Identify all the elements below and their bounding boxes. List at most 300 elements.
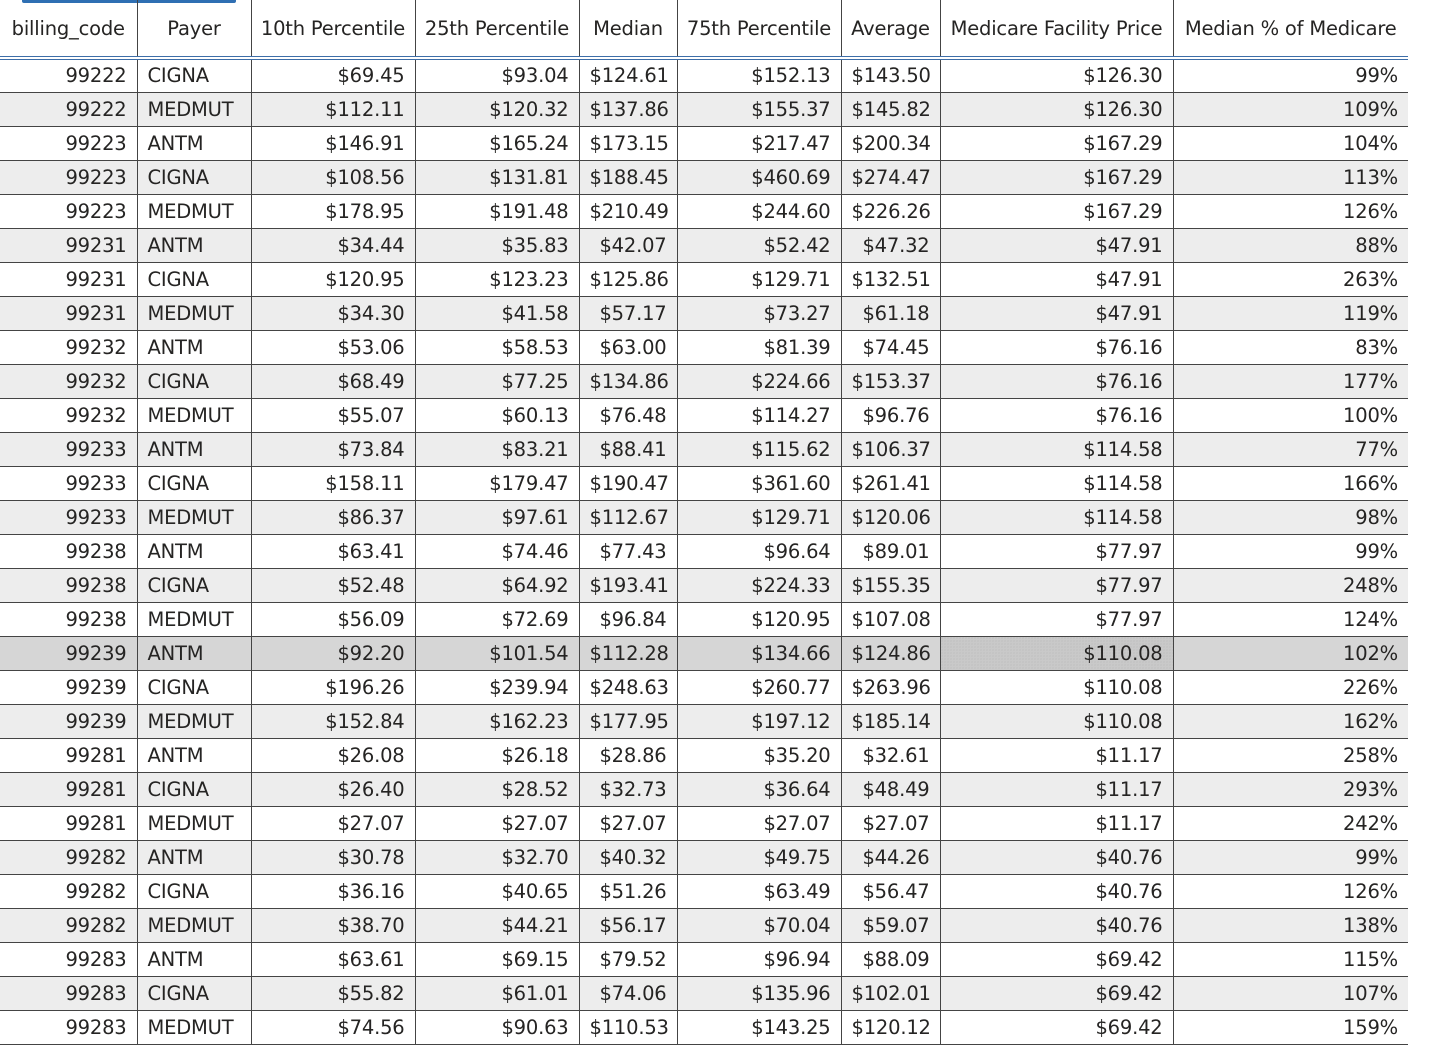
cell-10th-percentile[interactable]: $34.44 — [251, 228, 415, 262]
cell-75th-percentile[interactable]: $361.60 — [677, 466, 841, 500]
cell-median-pct-of-medicare[interactable]: 77% — [1173, 432, 1408, 466]
cell-median[interactable]: $51.26 — [579, 874, 677, 908]
cell-10th-percentile[interactable]: $55.82 — [251, 976, 415, 1010]
cell-75th-percentile[interactable]: $120.95 — [677, 602, 841, 636]
cell-median-pct-of-medicare[interactable]: 113% — [1173, 160, 1408, 194]
cell-payer[interactable]: ANTM — [137, 738, 251, 772]
column-header-25th-percentile[interactable]: 25th Percentile — [415, 0, 579, 58]
cell-25th-percentile[interactable]: $239.94 — [415, 670, 579, 704]
cell-median-pct-of-medicare[interactable]: 102% — [1173, 636, 1408, 670]
table-row[interactable] — [0, 296, 1408, 330]
cell-billing-code[interactable]: 99238 — [0, 534, 137, 568]
cell-billing-code[interactable]: 99231 — [0, 296, 137, 330]
cell-25th-percentile[interactable]: $35.83 — [415, 228, 579, 262]
cell-billing-code[interactable]: 99223 — [0, 194, 137, 228]
cell-payer[interactable]: CIGNA — [137, 466, 251, 500]
cell-75th-percentile[interactable]: $73.27 — [677, 296, 841, 330]
cell-payer[interactable]: ANTM — [137, 534, 251, 568]
cell-25th-percentile[interactable]: $83.21 — [415, 432, 579, 466]
cell-billing-code[interactable]: 99283 — [0, 1010, 137, 1044]
cell-average[interactable]: $153.37 — [841, 364, 940, 398]
cell-75th-percentile[interactable]: $70.04 — [677, 908, 841, 942]
cell-medicare-facility-price[interactable]: $126.30 — [940, 58, 1173, 92]
cell-10th-percentile[interactable]: $146.91 — [251, 126, 415, 160]
cell-median[interactable]: $125.86 — [579, 262, 677, 296]
cell-medicare-facility-price[interactable]: $40.76 — [940, 874, 1173, 908]
cell-median-pct-of-medicare[interactable]: 226% — [1173, 670, 1408, 704]
cell-billing-code[interactable]: 99233 — [0, 466, 137, 500]
cell-25th-percentile[interactable]: $26.18 — [415, 738, 579, 772]
cell-medicare-facility-price[interactable]: $69.42 — [940, 976, 1173, 1010]
cell-medicare-facility-price[interactable]: $47.91 — [940, 228, 1173, 262]
cell-average[interactable]: $185.14 — [841, 704, 940, 738]
cell-median[interactable]: $79.52 — [579, 942, 677, 976]
cell-payer[interactable]: MEDMUT — [137, 398, 251, 432]
cell-10th-percentile[interactable]: $55.07 — [251, 398, 415, 432]
cell-billing-code[interactable]: 99223 — [0, 160, 137, 194]
cell-10th-percentile[interactable]: $158.11 — [251, 466, 415, 500]
cell-median-pct-of-medicare[interactable]: 119% — [1173, 296, 1408, 330]
cell-medicare-facility-price[interactable]: $40.76 — [940, 908, 1173, 942]
cell-25th-percentile[interactable]: $179.47 — [415, 466, 579, 500]
cell-25th-percentile[interactable]: $120.32 — [415, 92, 579, 126]
cell-10th-percentile[interactable]: $38.70 — [251, 908, 415, 942]
table-row[interactable] — [0, 568, 1408, 602]
cell-10th-percentile[interactable]: $53.06 — [251, 330, 415, 364]
cell-median-pct-of-medicare[interactable]: 107% — [1173, 976, 1408, 1010]
cell-75th-percentile[interactable]: $63.49 — [677, 874, 841, 908]
cell-billing-code[interactable]: 99231 — [0, 262, 137, 296]
cell-median-pct-of-medicare[interactable]: 138% — [1173, 908, 1408, 942]
cell-10th-percentile[interactable]: $27.07 — [251, 806, 415, 840]
cell-median[interactable]: $248.63 — [579, 670, 677, 704]
cell-average[interactable]: $107.08 — [841, 602, 940, 636]
cell-median[interactable]: $124.61 — [579, 58, 677, 92]
cell-average[interactable]: $274.47 — [841, 160, 940, 194]
cell-median-pct-of-medicare[interactable]: 100% — [1173, 398, 1408, 432]
column-header-average[interactable]: Average — [841, 0, 940, 58]
cell-median[interactable]: $188.45 — [579, 160, 677, 194]
cell-75th-percentile[interactable]: $129.71 — [677, 262, 841, 296]
table-row[interactable] — [0, 1010, 1408, 1044]
cell-median-pct-of-medicare[interactable]: 166% — [1173, 466, 1408, 500]
table-row[interactable] — [0, 602, 1408, 636]
cell-billing-code[interactable]: 99232 — [0, 398, 137, 432]
cell-billing-code[interactable]: 99282 — [0, 840, 137, 874]
cell-average[interactable]: $27.07 — [841, 806, 940, 840]
cell-medicare-facility-price[interactable]: $47.91 — [940, 296, 1173, 330]
table-row[interactable] — [0, 432, 1408, 466]
cell-75th-percentile[interactable]: $81.39 — [677, 330, 841, 364]
cell-average[interactable]: $145.82 — [841, 92, 940, 126]
cell-75th-percentile[interactable]: $129.71 — [677, 500, 841, 534]
cell-payer[interactable]: ANTM — [137, 942, 251, 976]
cell-payer[interactable]: MEDMUT — [137, 194, 251, 228]
cell-medicare-facility-price[interactable]: $110.08 — [940, 636, 1173, 670]
cell-billing-code[interactable]: 99239 — [0, 670, 137, 704]
cell-10th-percentile[interactable]: $196.26 — [251, 670, 415, 704]
cell-median[interactable]: $190.47 — [579, 466, 677, 500]
cell-10th-percentile[interactable]: $63.41 — [251, 534, 415, 568]
cell-25th-percentile[interactable]: $32.70 — [415, 840, 579, 874]
cell-25th-percentile[interactable]: $101.54 — [415, 636, 579, 670]
cell-10th-percentile[interactable]: $63.61 — [251, 942, 415, 976]
cell-billing-code[interactable]: 99283 — [0, 976, 137, 1010]
table-row[interactable] — [0, 976, 1408, 1010]
column-header-10th-percentile[interactable]: 10th Percentile — [251, 0, 415, 58]
cell-10th-percentile[interactable]: $69.45 — [251, 58, 415, 92]
cell-10th-percentile[interactable]: $86.37 — [251, 500, 415, 534]
cell-75th-percentile[interactable]: $152.13 — [677, 58, 841, 92]
cell-median[interactable]: $193.41 — [579, 568, 677, 602]
cell-10th-percentile[interactable]: $26.08 — [251, 738, 415, 772]
cell-payer[interactable]: CIGNA — [137, 976, 251, 1010]
cell-payer[interactable]: MEDMUT — [137, 296, 251, 330]
table-row[interactable] — [0, 772, 1408, 806]
cell-75th-percentile[interactable]: $135.96 — [677, 976, 841, 1010]
cell-median-pct-of-medicare[interactable]: 126% — [1173, 194, 1408, 228]
cell-billing-code[interactable]: 99281 — [0, 806, 137, 840]
cell-payer[interactable]: ANTM — [137, 126, 251, 160]
table-row[interactable] — [0, 500, 1408, 534]
cell-median[interactable]: $112.28 — [579, 636, 677, 670]
cell-medicare-facility-price[interactable]: $167.29 — [940, 194, 1173, 228]
cell-median[interactable]: $76.48 — [579, 398, 677, 432]
cell-median[interactable]: $177.95 — [579, 704, 677, 738]
table-row[interactable] — [0, 942, 1408, 976]
cell-25th-percentile[interactable]: $72.69 — [415, 602, 579, 636]
cell-average[interactable]: $47.32 — [841, 228, 940, 262]
cell-billing-code[interactable]: 99233 — [0, 432, 137, 466]
cell-median[interactable]: $57.17 — [579, 296, 677, 330]
cell-average[interactable]: $59.07 — [841, 908, 940, 942]
cell-medicare-facility-price[interactable]: $69.42 — [940, 942, 1173, 976]
cell-medicare-facility-price[interactable]: $167.29 — [940, 126, 1173, 160]
cell-median[interactable]: $42.07 — [579, 228, 677, 262]
table-row[interactable] — [0, 874, 1408, 908]
table-row[interactable] — [0, 398, 1408, 432]
table-row[interactable] — [0, 92, 1408, 126]
cell-10th-percentile[interactable]: $30.78 — [251, 840, 415, 874]
cell-average[interactable]: $226.26 — [841, 194, 940, 228]
cell-medicare-facility-price[interactable]: $69.42 — [940, 1010, 1173, 1044]
cell-10th-percentile[interactable]: $120.95 — [251, 262, 415, 296]
cell-payer[interactable]: MEDMUT — [137, 704, 251, 738]
cell-25th-percentile[interactable]: $60.13 — [415, 398, 579, 432]
cell-25th-percentile[interactable]: $44.21 — [415, 908, 579, 942]
cell-billing-code[interactable]: 99282 — [0, 874, 137, 908]
cell-payer[interactable]: MEDMUT — [137, 92, 251, 126]
cell-25th-percentile[interactable]: $74.46 — [415, 534, 579, 568]
table-row[interactable] — [0, 126, 1408, 160]
cell-median[interactable]: $40.32 — [579, 840, 677, 874]
cell-10th-percentile[interactable]: $52.48 — [251, 568, 415, 602]
cell-payer[interactable]: MEDMUT — [137, 908, 251, 942]
cell-medicare-facility-price[interactable]: $167.29 — [940, 160, 1173, 194]
cell-average[interactable]: $89.01 — [841, 534, 940, 568]
cell-25th-percentile[interactable]: $28.52 — [415, 772, 579, 806]
cell-25th-percentile[interactable]: $97.61 — [415, 500, 579, 534]
cell-median[interactable]: $210.49 — [579, 194, 677, 228]
cell-medicare-facility-price[interactable]: $40.76 — [940, 840, 1173, 874]
cell-billing-code[interactable]: 99222 — [0, 58, 137, 92]
cell-25th-percentile[interactable]: $41.58 — [415, 296, 579, 330]
cell-median-pct-of-medicare[interactable]: 263% — [1173, 262, 1408, 296]
cell-75th-percentile[interactable]: $96.64 — [677, 534, 841, 568]
cell-75th-percentile[interactable]: $52.42 — [677, 228, 841, 262]
cell-average[interactable]: $88.09 — [841, 942, 940, 976]
cell-10th-percentile[interactable]: $68.49 — [251, 364, 415, 398]
cell-payer[interactable]: CIGNA — [137, 262, 251, 296]
cell-payer[interactable]: ANTM — [137, 636, 251, 670]
cell-median-pct-of-medicare[interactable]: 99% — [1173, 58, 1408, 92]
cell-average[interactable]: $263.96 — [841, 670, 940, 704]
cell-median[interactable]: $173.15 — [579, 126, 677, 160]
cell-payer[interactable]: MEDMUT — [137, 806, 251, 840]
table-row[interactable] — [0, 364, 1408, 398]
cell-median-pct-of-medicare[interactable]: 98% — [1173, 500, 1408, 534]
cell-75th-percentile[interactable]: $115.62 — [677, 432, 841, 466]
cell-billing-code[interactable]: 99233 — [0, 500, 137, 534]
table-row[interactable] — [0, 636, 1408, 670]
cell-75th-percentile[interactable]: $155.37 — [677, 92, 841, 126]
cell-median-pct-of-medicare[interactable]: 109% — [1173, 92, 1408, 126]
cell-payer[interactable]: CIGNA — [137, 874, 251, 908]
cell-median[interactable]: $134.86 — [579, 364, 677, 398]
cell-10th-percentile[interactable]: $108.56 — [251, 160, 415, 194]
column-header-75th-percentile[interactable]: 75th Percentile — [677, 0, 841, 58]
cell-payer[interactable]: MEDMUT — [137, 602, 251, 636]
cell-median-pct-of-medicare[interactable]: 99% — [1173, 534, 1408, 568]
cell-median-pct-of-medicare[interactable]: 124% — [1173, 602, 1408, 636]
cell-billing-code[interactable]: 99281 — [0, 772, 137, 806]
cell-billing-code[interactable]: 99223 — [0, 126, 137, 160]
cell-medicare-facility-price[interactable]: $77.97 — [940, 534, 1173, 568]
cell-10th-percentile[interactable]: $36.16 — [251, 874, 415, 908]
table-row[interactable] — [0, 228, 1408, 262]
cell-median-pct-of-medicare[interactable]: 104% — [1173, 126, 1408, 160]
cell-75th-percentile[interactable]: $217.47 — [677, 126, 841, 160]
cell-75th-percentile[interactable]: $197.12 — [677, 704, 841, 738]
cell-payer[interactable]: MEDMUT — [137, 500, 251, 534]
cell-payer[interactable]: CIGNA — [137, 670, 251, 704]
cell-average[interactable]: $120.06 — [841, 500, 940, 534]
cell-median-pct-of-medicare[interactable]: 293% — [1173, 772, 1408, 806]
cell-median-pct-of-medicare[interactable]: 99% — [1173, 840, 1408, 874]
cell-medicare-facility-price[interactable]: $11.17 — [940, 806, 1173, 840]
cell-median[interactable]: $74.06 — [579, 976, 677, 1010]
cell-25th-percentile[interactable]: $131.81 — [415, 160, 579, 194]
cell-average[interactable]: $48.49 — [841, 772, 940, 806]
cell-billing-code[interactable]: 99239 — [0, 704, 137, 738]
cell-median-pct-of-medicare[interactable]: 242% — [1173, 806, 1408, 840]
cell-10th-percentile[interactable]: $56.09 — [251, 602, 415, 636]
cell-median-pct-of-medicare[interactable]: 126% — [1173, 874, 1408, 908]
cell-75th-percentile[interactable]: $224.33 — [677, 568, 841, 602]
cell-median-pct-of-medicare[interactable]: 88% — [1173, 228, 1408, 262]
column-header-payer[interactable]: Payer — [137, 0, 251, 58]
cell-25th-percentile[interactable]: $40.65 — [415, 874, 579, 908]
cell-median[interactable]: $63.00 — [579, 330, 677, 364]
cell-25th-percentile[interactable]: $69.15 — [415, 942, 579, 976]
cell-average[interactable]: $143.50 — [841, 58, 940, 92]
cell-median[interactable]: $56.17 — [579, 908, 677, 942]
table-row[interactable] — [0, 738, 1408, 772]
cell-average[interactable]: $106.37 — [841, 432, 940, 466]
cell-25th-percentile[interactable]: $93.04 — [415, 58, 579, 92]
cell-25th-percentile[interactable]: $61.01 — [415, 976, 579, 1010]
cell-median[interactable]: $96.84 — [579, 602, 677, 636]
cell-25th-percentile[interactable]: $162.23 — [415, 704, 579, 738]
cell-medicare-facility-price[interactable]: $126.30 — [940, 92, 1173, 126]
cell-25th-percentile[interactable]: $165.24 — [415, 126, 579, 160]
cell-median[interactable]: $77.43 — [579, 534, 677, 568]
cell-average[interactable]: $96.76 — [841, 398, 940, 432]
cell-payer[interactable]: ANTM — [137, 330, 251, 364]
cell-10th-percentile[interactable]: $152.84 — [251, 704, 415, 738]
cell-average[interactable]: $102.01 — [841, 976, 940, 1010]
cell-25th-percentile[interactable]: $123.23 — [415, 262, 579, 296]
cell-payer[interactable]: CIGNA — [137, 772, 251, 806]
column-header-medicare-facility-price[interactable]: Medicare Facility Price — [940, 0, 1173, 58]
cell-billing-code[interactable]: 99222 — [0, 92, 137, 126]
cell-10th-percentile[interactable]: $73.84 — [251, 432, 415, 466]
cell-average[interactable]: $56.47 — [841, 874, 940, 908]
cell-75th-percentile[interactable]: $27.07 — [677, 806, 841, 840]
cell-25th-percentile[interactable]: $64.92 — [415, 568, 579, 602]
table-row[interactable] — [0, 194, 1408, 228]
cell-medicare-facility-price[interactable]: $110.08 — [940, 670, 1173, 704]
cell-median-pct-of-medicare[interactable]: 162% — [1173, 704, 1408, 738]
cell-median-pct-of-medicare[interactable]: 159% — [1173, 1010, 1408, 1044]
cell-billing-code[interactable]: 99238 — [0, 602, 137, 636]
cell-medicare-facility-price[interactable]: $11.17 — [940, 738, 1173, 772]
cell-median[interactable]: $110.53 — [579, 1010, 677, 1044]
cell-75th-percentile[interactable]: $224.66 — [677, 364, 841, 398]
cell-10th-percentile[interactable]: $26.40 — [251, 772, 415, 806]
cell-75th-percentile[interactable]: $460.69 — [677, 160, 841, 194]
cell-75th-percentile[interactable]: $114.27 — [677, 398, 841, 432]
table-row[interactable] — [0, 704, 1408, 738]
cell-billing-code[interactable]: 99239 — [0, 636, 137, 670]
cell-medicare-facility-price[interactable]: $110.08 — [940, 704, 1173, 738]
column-header-median-pct-of-medicare[interactable]: Median % of Medicare — [1173, 0, 1408, 58]
cell-average[interactable]: $120.12 — [841, 1010, 940, 1044]
cell-average[interactable]: $155.35 — [841, 568, 940, 602]
cell-payer[interactable]: ANTM — [137, 228, 251, 262]
cell-median[interactable]: $28.86 — [579, 738, 677, 772]
cell-75th-percentile[interactable]: $143.25 — [677, 1010, 841, 1044]
cell-average[interactable]: $132.51 — [841, 262, 940, 296]
cell-75th-percentile[interactable]: $36.64 — [677, 772, 841, 806]
cell-payer[interactable]: CIGNA — [137, 160, 251, 194]
cell-medicare-facility-price[interactable]: $11.17 — [940, 772, 1173, 806]
cell-median[interactable]: $137.86 — [579, 92, 677, 126]
cell-median[interactable]: $112.67 — [579, 500, 677, 534]
cell-10th-percentile[interactable]: $74.56 — [251, 1010, 415, 1044]
cell-average[interactable]: $200.34 — [841, 126, 940, 160]
cell-75th-percentile[interactable]: $244.60 — [677, 194, 841, 228]
cell-billing-code[interactable]: 99232 — [0, 364, 137, 398]
cell-payer[interactable]: CIGNA — [137, 364, 251, 398]
cell-medicare-facility-price[interactable]: $114.58 — [940, 432, 1173, 466]
table-row[interactable] — [0, 840, 1408, 874]
cell-median-pct-of-medicare[interactable]: 83% — [1173, 330, 1408, 364]
cell-25th-percentile[interactable]: $27.07 — [415, 806, 579, 840]
table-row[interactable] — [0, 160, 1408, 194]
cell-75th-percentile[interactable]: $35.20 — [677, 738, 841, 772]
cell-medicare-facility-price[interactable]: $114.58 — [940, 500, 1173, 534]
cell-medicare-facility-price[interactable]: $114.58 — [940, 466, 1173, 500]
cell-median-pct-of-medicare[interactable]: 115% — [1173, 942, 1408, 976]
cell-25th-percentile[interactable]: $77.25 — [415, 364, 579, 398]
cell-payer[interactable]: MEDMUT — [137, 1010, 251, 1044]
cell-median[interactable]: $88.41 — [579, 432, 677, 466]
table-row[interactable] — [0, 466, 1408, 500]
cell-medicare-facility-price[interactable]: $76.16 — [940, 364, 1173, 398]
cell-billing-code[interactable]: 99283 — [0, 942, 137, 976]
cell-75th-percentile[interactable]: $260.77 — [677, 670, 841, 704]
table-row[interactable] — [0, 806, 1408, 840]
cell-median[interactable]: $27.07 — [579, 806, 677, 840]
cell-average[interactable]: $74.45 — [841, 330, 940, 364]
column-header-billing-code[interactable]: billing_code — [0, 0, 137, 58]
cell-median[interactable]: $32.73 — [579, 772, 677, 806]
cell-median-pct-of-medicare[interactable]: 248% — [1173, 568, 1408, 602]
cell-billing-code[interactable]: 99231 — [0, 228, 137, 262]
cell-payer[interactable]: CIGNA — [137, 58, 251, 92]
table-row[interactable] — [0, 908, 1408, 942]
cell-average[interactable]: $44.26 — [841, 840, 940, 874]
cell-median-pct-of-medicare[interactable]: 177% — [1173, 364, 1408, 398]
cell-75th-percentile[interactable]: $49.75 — [677, 840, 841, 874]
cell-75th-percentile[interactable]: $134.66 — [677, 636, 841, 670]
cell-10th-percentile[interactable]: $178.95 — [251, 194, 415, 228]
cell-10th-percentile[interactable]: $112.11 — [251, 92, 415, 126]
cell-medicare-facility-price[interactable]: $76.16 — [940, 330, 1173, 364]
cell-billing-code[interactable]: 99281 — [0, 738, 137, 772]
cell-payer[interactable]: ANTM — [137, 432, 251, 466]
cell-billing-code[interactable]: 99282 — [0, 908, 137, 942]
cell-average[interactable]: $32.61 — [841, 738, 940, 772]
cell-25th-percentile[interactable]: $58.53 — [415, 330, 579, 364]
cell-medicare-facility-price[interactable]: $77.97 — [940, 568, 1173, 602]
cell-billing-code[interactable]: 99238 — [0, 568, 137, 602]
cell-10th-percentile[interactable]: $92.20 — [251, 636, 415, 670]
cell-payer[interactable]: ANTM — [137, 840, 251, 874]
table-row[interactable] — [0, 670, 1408, 704]
column-header-median[interactable]: Median — [579, 0, 677, 58]
cell-medicare-facility-price[interactable]: $77.97 — [940, 602, 1173, 636]
cell-75th-percentile[interactable]: $96.94 — [677, 942, 841, 976]
cell-25th-percentile[interactable]: $90.63 — [415, 1010, 579, 1044]
table-row[interactable] — [0, 262, 1408, 296]
cell-payer[interactable]: CIGNA — [137, 568, 251, 602]
cell-average[interactable]: $124.86 — [841, 636, 940, 670]
table-body — [0, 58, 1408, 1044]
table-row[interactable] — [0, 58, 1408, 92]
cell-average[interactable]: $61.18 — [841, 296, 940, 330]
table-row[interactable] — [0, 330, 1408, 364]
cell-medicare-facility-price[interactable]: $47.91 — [940, 262, 1173, 296]
cell-25th-percentile[interactable]: $191.48 — [415, 194, 579, 228]
cell-average[interactable]: $261.41 — [841, 466, 940, 500]
cell-medicare-facility-price[interactable]: $76.16 — [940, 398, 1173, 432]
cell-billing-code[interactable]: 99232 — [0, 330, 137, 364]
cell-median-pct-of-medicare[interactable]: 258% — [1173, 738, 1408, 772]
cell-10th-percentile[interactable]: $34.30 — [251, 296, 415, 330]
table-row[interactable] — [0, 534, 1408, 568]
